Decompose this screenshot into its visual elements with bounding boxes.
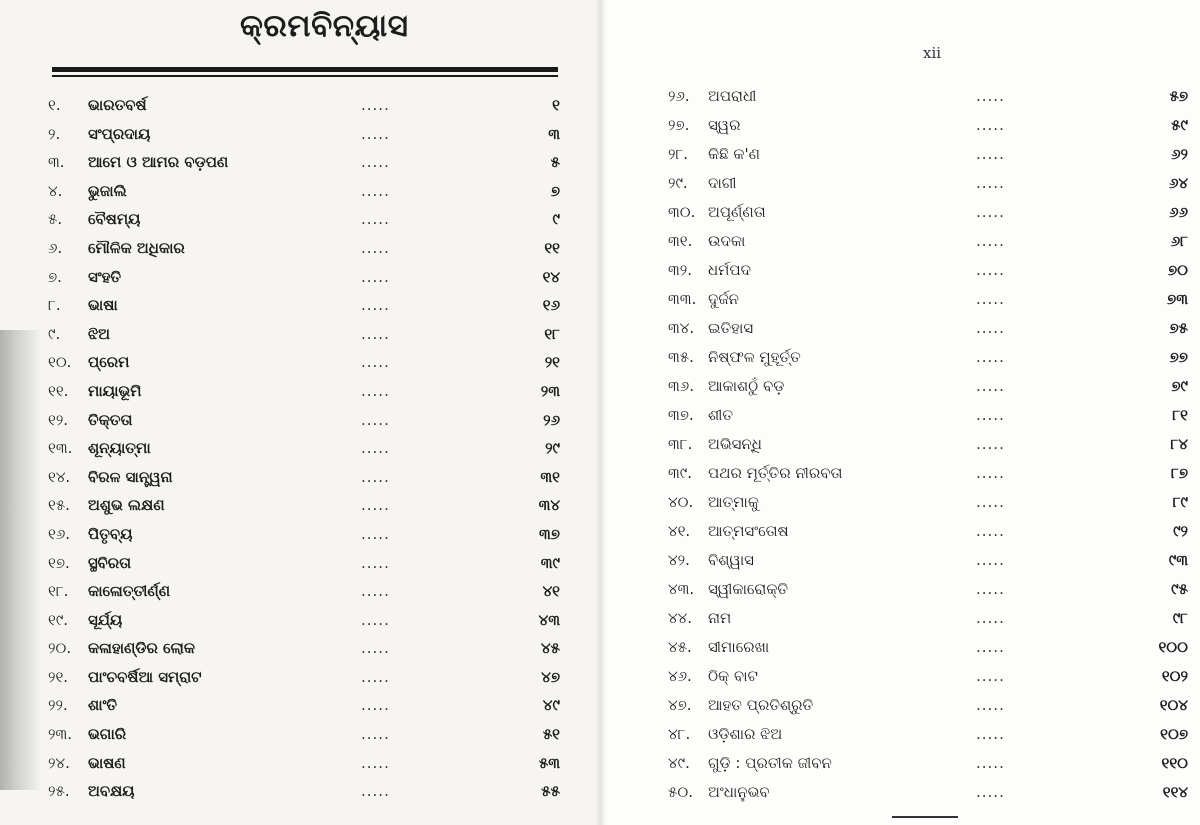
entry-number: ୨. — [48, 124, 61, 143]
toc-entry — [48, 691, 560, 720]
entry-number: ୩. — [48, 153, 65, 172]
leader-dots: ..... — [976, 522, 1005, 540]
toc-list-left — [48, 91, 560, 806]
entry-number: ୧୪. — [48, 467, 71, 486]
entry-title: ଭାରତବର୍ଷ — [88, 96, 147, 114]
entry-page-number: ୪୭ — [541, 667, 560, 686]
toc-entry — [668, 256, 1188, 285]
leader-dots: ..... — [976, 203, 1005, 221]
leader-dots: ..... — [361, 181, 390, 200]
entry-number: ୧୦. — [48, 353, 72, 372]
entry-title: ସ୍ୱର — [708, 116, 741, 134]
entry-page-number: ୪୫ — [541, 639, 560, 658]
entry-number: ୧୩. — [48, 439, 73, 458]
entry-title: ଆହତ ପ୍ରତିଶ୍ରୁତି — [708, 696, 814, 714]
entry-number: ୨୨. — [48, 696, 68, 715]
book-gutter — [596, 0, 606, 825]
leader-dots: ..... — [361, 153, 390, 172]
leader-dots: ..... — [976, 696, 1005, 714]
entry-page-number: ୭ — [550, 181, 560, 200]
leader-dots: ..... — [976, 609, 1005, 627]
toc-entry — [668, 604, 1188, 633]
leader-dots: ..... — [976, 638, 1005, 656]
entry-title: ଠିକ୍ ବାଟ — [708, 667, 758, 685]
page-title: କ୍ରମବିନ୍ୟାସ — [240, 8, 409, 44]
toc-entry — [48, 634, 560, 663]
entry-page-number: ୧୧୦ — [1161, 754, 1188, 772]
page-number: xii — [923, 44, 942, 62]
entry-number: ୪. — [48, 181, 63, 200]
toc-entry — [668, 140, 1188, 169]
entry-number: ୭. — [48, 267, 62, 286]
toc-entry — [668, 488, 1188, 517]
toc-entry — [48, 720, 560, 749]
leader-dots: ..... — [976, 145, 1005, 163]
entry-title: ସୀମାରେଖା — [708, 638, 770, 656]
leader-dots: ..... — [361, 324, 390, 343]
entry-page-number: ୮୯ — [1172, 493, 1188, 511]
entry-page-number: ୭୯ — [1171, 377, 1188, 395]
toc-entry — [668, 720, 1188, 749]
toc-entry — [48, 663, 560, 692]
entry-page-number: ୩୧ — [540, 467, 560, 486]
entry-title: ମାୟାଭୂମି — [88, 381, 142, 400]
entry-title: ଅପୂର୍ଣ୍ଣତା — [708, 203, 766, 221]
entry-title: ଇତିହାସ — [708, 319, 754, 337]
toc-entry — [668, 372, 1188, 401]
leader-dots: ..... — [361, 639, 390, 658]
entry-title: ଆମେ ଓ ଆମର ବଡ଼ପଣ — [88, 153, 229, 172]
toc-entry — [668, 691, 1188, 720]
leader-dots: ..... — [361, 467, 390, 486]
toc-entry — [48, 348, 560, 377]
entry-page-number: ୧୧୪ — [1162, 783, 1188, 801]
entry-number: ୪୭. — [668, 696, 692, 714]
entry-number: ୧୭. — [48, 553, 70, 572]
leader-dots: ..... — [976, 348, 1005, 366]
entry-page-number: ୯ — [552, 210, 560, 229]
bottom-rule — [892, 816, 958, 818]
entry-number: ୬. — [48, 238, 63, 257]
entry-title: ବିରଳ ସାନ୍ତ୍ୱନା — [88, 467, 173, 486]
entry-title: ଦୁର୍ଜନ — [708, 290, 740, 308]
leader-dots: ..... — [976, 406, 1005, 424]
entry-title: ନିଷ୍ଫଳ ମୁହୂର୍ତ୍ତ — [708, 348, 801, 366]
leader-dots: ..... — [976, 667, 1005, 685]
entry-number: ୩୩. — [668, 290, 697, 308]
toc-entry — [668, 169, 1188, 198]
toc-entry — [48, 606, 560, 635]
entry-page-number: ୫୧ — [542, 725, 560, 744]
entry-page-number: ୩୭ — [539, 524, 560, 543]
leader-dots: ..... — [976, 174, 1005, 192]
entry-page-number: ୭୩ — [1167, 290, 1188, 308]
entry-number: ୧. — [48, 96, 61, 114]
entry-title: ଶୂନ୍ୟାତ୍ମା — [88, 439, 151, 458]
entry-title: କଳାହାଣ୍ଡିର ଲୋକ — [88, 639, 195, 658]
entry-title: ପାଂଚବର୍ଷିଆ ସମ୍ରାଟ — [88, 667, 202, 686]
toc-entry — [668, 662, 1188, 691]
entry-number: ୨୮. — [668, 145, 689, 163]
toc-entry — [668, 314, 1188, 343]
toc-entry — [668, 459, 1188, 488]
entry-number: ୫୦. — [668, 783, 693, 801]
leader-dots: ..... — [976, 290, 1005, 308]
entry-number: ୩୬. — [668, 377, 694, 395]
entry-number: ୨୧. — [48, 667, 69, 686]
entry-page-number: ୧୦୪ — [1159, 696, 1188, 714]
entry-title: ଶାଂତି — [88, 696, 118, 715]
entry-page-number: ୨୬ — [543, 410, 560, 429]
leader-dots: ..... — [976, 87, 1005, 105]
entry-page-number: ୮୪ — [1170, 435, 1188, 453]
leader-dots: ..... — [361, 753, 390, 772]
leader-dots: ..... — [361, 439, 390, 458]
entry-page-number: ୬୮ — [1170, 232, 1188, 250]
toc-entry — [668, 82, 1188, 111]
entry-number: ୧୫. — [48, 496, 70, 515]
leader-dots: ..... — [976, 116, 1005, 134]
entry-number: ୩୦. — [668, 203, 696, 221]
leader-dots: ..... — [976, 261, 1005, 279]
toc-entry — [668, 633, 1188, 662]
toc-entry — [668, 343, 1188, 372]
entry-title: ଦାଗୀ — [708, 174, 737, 192]
entry-title: ପିତୃବ୍ୟ — [88, 524, 133, 543]
entry-title: ତିକ୍ତତା — [88, 410, 133, 429]
entry-page-number: ୧ — [552, 96, 560, 114]
leader-dots: ..... — [361, 381, 390, 400]
entry-page-number: ୩୪ — [538, 496, 560, 515]
entry-page-number: ୪୯ — [542, 696, 560, 715]
entry-number: ୩୧. — [668, 232, 693, 250]
entry-number: ୩୪. — [668, 319, 695, 337]
entry-number: ୪୨. — [668, 551, 690, 569]
entry-number: ୨୪. — [48, 753, 70, 772]
entry-number: ୨୦. — [48, 639, 72, 658]
leader-dots: ..... — [361, 124, 390, 143]
entry-page-number: ୫୯ — [1171, 116, 1188, 134]
entry-title: ଉଦକା — [708, 232, 746, 250]
entry-title: ଅପରାଧୀ — [708, 87, 757, 105]
entry-page-number: ୪୩ — [538, 610, 560, 629]
entry-page-number: ୭୭ — [1169, 348, 1188, 366]
leader-dots: ..... — [361, 238, 390, 257]
entry-page-number: ୩୯ — [540, 553, 560, 572]
entry-number: ୩୭. — [668, 406, 694, 424]
entry-page-number: ୮୧ — [1172, 406, 1188, 424]
toc-entry — [668, 575, 1188, 604]
entry-number: ୧୬. — [48, 524, 71, 543]
toc-entry — [48, 463, 560, 492]
toc-entry — [48, 263, 560, 292]
leader-dots: ..... — [361, 296, 390, 315]
leader-dots: ..... — [361, 667, 390, 686]
entry-title: ମୌଳିକ ଅଧିକାର — [88, 238, 185, 257]
entry-page-number: ୨୧ — [544, 353, 560, 372]
entry-number: ୨୭. — [668, 116, 690, 134]
leader-dots: ..... — [361, 696, 390, 715]
entry-number: ୪୦. — [668, 493, 694, 511]
entry-title: ସୂର୍ଯ୍ୟ — [88, 610, 123, 629]
entry-number: ୪୮. — [668, 725, 691, 743]
entry-number: ୪୬. — [668, 667, 692, 685]
toc-entry — [668, 401, 1188, 430]
entry-number: ୪୪. — [668, 609, 692, 627]
entry-page-number: ୪୧ — [542, 582, 560, 601]
leader-dots: ..... — [976, 377, 1005, 395]
entry-title: କିଛି କ'ଣ — [708, 145, 760, 163]
toc-entry — [668, 517, 1188, 546]
toc-entry — [668, 285, 1188, 314]
entry-number: ୨୫. — [48, 782, 70, 801]
entry-page-number: ୫୩ — [538, 753, 560, 772]
entry-number: ୨୯. — [668, 174, 688, 192]
entry-page-number: ୧୦୦ — [1158, 638, 1188, 656]
entry-page-number: ୧୧ — [544, 238, 560, 257]
entry-title: ଅବକ୍ଷୟ — [88, 782, 135, 801]
leader-dots: ..... — [361, 782, 390, 801]
entry-title: ଆତ୍ମାକୁ — [708, 493, 759, 511]
toc-entry — [48, 777, 560, 806]
entry-title: ନାମ — [708, 609, 732, 627]
entry-number: ୪୫. — [668, 638, 692, 656]
leader-dots: ..... — [361, 524, 390, 543]
entry-page-number: ୧୮ — [544, 324, 560, 343]
toc-entry — [668, 198, 1188, 227]
entry-title: ଧର୍ମପଦ — [708, 261, 751, 279]
leader-dots: ..... — [361, 582, 390, 601]
leader-dots: ..... — [976, 783, 1005, 801]
toc-entry — [48, 577, 560, 606]
entry-page-number: ୯୩ — [1168, 551, 1188, 569]
toc-entry — [668, 749, 1188, 778]
entry-title: ସଂହତି — [88, 267, 122, 286]
entry-page-number: ୫୭ — [1169, 87, 1188, 105]
entry-number: ୩୮. — [668, 435, 693, 453]
leader-dots: ..... — [361, 96, 390, 114]
entry-page-number: ୩ — [548, 124, 560, 143]
leader-dots: ..... — [361, 353, 390, 372]
leader-dots: ..... — [361, 210, 390, 229]
toc-entry — [48, 406, 560, 435]
entry-page-number: ୬୬ — [1169, 203, 1188, 221]
entry-number: ୧୯. — [48, 610, 69, 629]
leader-dots: ..... — [976, 464, 1005, 482]
entry-number: ୧୮. — [48, 582, 69, 601]
entry-number: ୪୩. — [668, 580, 695, 598]
leader-dots: ..... — [976, 754, 1005, 772]
entry-page-number: ୧୪ — [542, 267, 560, 286]
toc-entry — [48, 549, 560, 578]
leader-dots: ..... — [976, 551, 1005, 569]
toc-entry — [48, 91, 560, 120]
leader-dots: ..... — [976, 725, 1005, 743]
toc-entry — [668, 546, 1188, 575]
entry-number: ୪୯. — [668, 754, 690, 772]
toc-entry — [668, 430, 1188, 459]
entry-number: ୫. — [48, 210, 63, 229]
leader-dots: ..... — [976, 232, 1005, 250]
entry-title: ଅଭିସନ୍ଧି — [708, 435, 762, 453]
entry-title: ସ୍ୱୀକାରୋକ୍ତି — [708, 580, 789, 598]
entry-number: ୨୬. — [668, 87, 690, 105]
toc-entry — [48, 148, 560, 177]
leader-dots: ..... — [361, 610, 390, 629]
entry-number: ୮. — [48, 296, 61, 315]
leader-dots: ..... — [361, 725, 390, 744]
toc-entry — [48, 205, 560, 234]
leader-dots: ..... — [976, 580, 1005, 598]
leader-dots: ..... — [361, 410, 390, 429]
title-rule-thick — [52, 67, 558, 72]
entry-title: ଅଂଧାନୁଭବ — [708, 783, 770, 801]
entry-number: ୩୨. — [668, 261, 693, 279]
toc-entry — [668, 111, 1188, 140]
entry-title: ବିଶ୍ୱାସ — [708, 551, 754, 569]
entry-title: କାଳୋତ୍ତୀର୍ଣ୍ଣ — [88, 582, 171, 601]
entry-title: ସ୍ଥବିରତା — [88, 553, 132, 572]
entry-title: ଆତ୍ମସଂତୋଷ — [708, 522, 789, 540]
entry-title: ବୈଷମ୍ୟ — [88, 210, 141, 229]
entry-title: ଭାଷଣ — [88, 753, 126, 772]
toc-entry — [48, 291, 560, 320]
entry-page-number: ୨୩ — [540, 381, 560, 400]
entry-page-number: ୯୨ — [1173, 522, 1188, 540]
entry-number: ୨୩. — [48, 725, 73, 744]
entry-number: ୩୯. — [668, 464, 693, 482]
leader-dots: ..... — [361, 496, 390, 515]
leader-dots: ..... — [976, 435, 1005, 453]
toc-entry — [48, 120, 560, 149]
entry-number: ୩୫. — [668, 348, 694, 366]
entry-page-number: ୧୦୭ — [1160, 725, 1188, 743]
entry-page-number: ୯୮ — [1172, 609, 1188, 627]
entry-title: ଓଡ଼ିଶାର ଝିଅ — [708, 725, 783, 743]
toc-entry — [48, 377, 560, 406]
entry-title: ଭଗାରି — [88, 725, 127, 744]
entry-page-number: ୧୦୨ — [1161, 667, 1188, 685]
entry-title: ପଥର ମୂର୍ତ୍ତିର ନୀରବତା — [708, 464, 843, 482]
entry-title: ଭାଷା — [88, 296, 118, 315]
entry-page-number: ୭୫ — [1169, 319, 1188, 337]
toc-list-right — [668, 82, 1188, 807]
entry-page-number: ୨୯ — [545, 439, 560, 458]
leader-dots: ..... — [976, 319, 1005, 337]
entry-page-number: ୫ — [550, 153, 560, 172]
entry-number: ୯. — [48, 324, 61, 343]
entry-page-number: ୧୬ — [542, 296, 560, 315]
entry-number: ୧୨. — [48, 410, 69, 429]
toc-entry — [48, 177, 560, 206]
entry-page-number: ୬୨ — [1171, 145, 1188, 163]
toc-entry — [48, 320, 560, 349]
entry-title: ସଂପ୍ରଦାୟ — [88, 124, 151, 143]
page-edge-shadow — [0, 330, 42, 790]
toc-entry — [668, 778, 1188, 807]
entry-title: ପ୍ରେମ — [88, 353, 130, 372]
toc-entry — [668, 227, 1188, 256]
entry-page-number: ୮୭ — [1170, 464, 1188, 482]
entry-title: ଆକାଶଠୁଁ ବଡ଼ — [708, 377, 785, 395]
entry-page-number: ୬୪ — [1168, 174, 1188, 192]
toc-entry — [48, 749, 560, 778]
leader-dots: ..... — [361, 553, 390, 572]
entry-title: ଗୁଡ଼ି : ପ୍ରତୀକ ଜୀବନ — [708, 754, 832, 772]
entry-title: ଝିଅ — [88, 324, 111, 343]
entry-number: ୪୧. — [668, 522, 691, 540]
leader-dots: ..... — [976, 493, 1005, 511]
entry-page-number: ୯୫ — [1171, 580, 1188, 598]
toc-entry — [48, 491, 560, 520]
leader-dots: ..... — [361, 267, 390, 286]
toc-entry — [48, 434, 560, 463]
entry-title: ଶୀତ — [708, 406, 734, 424]
entry-title: ଭୁଜାଲି — [88, 181, 127, 200]
toc-entry — [48, 520, 560, 549]
entry-title: ଅଶୁଭ ଲକ୍ଷଣ — [88, 496, 165, 515]
toc-entry — [48, 234, 560, 263]
entry-number: ୧୧. — [48, 381, 69, 400]
title-rule-thin — [52, 75, 558, 77]
entry-page-number: ୭୦ — [1167, 261, 1188, 279]
entry-page-number: ୫୫ — [541, 782, 560, 801]
